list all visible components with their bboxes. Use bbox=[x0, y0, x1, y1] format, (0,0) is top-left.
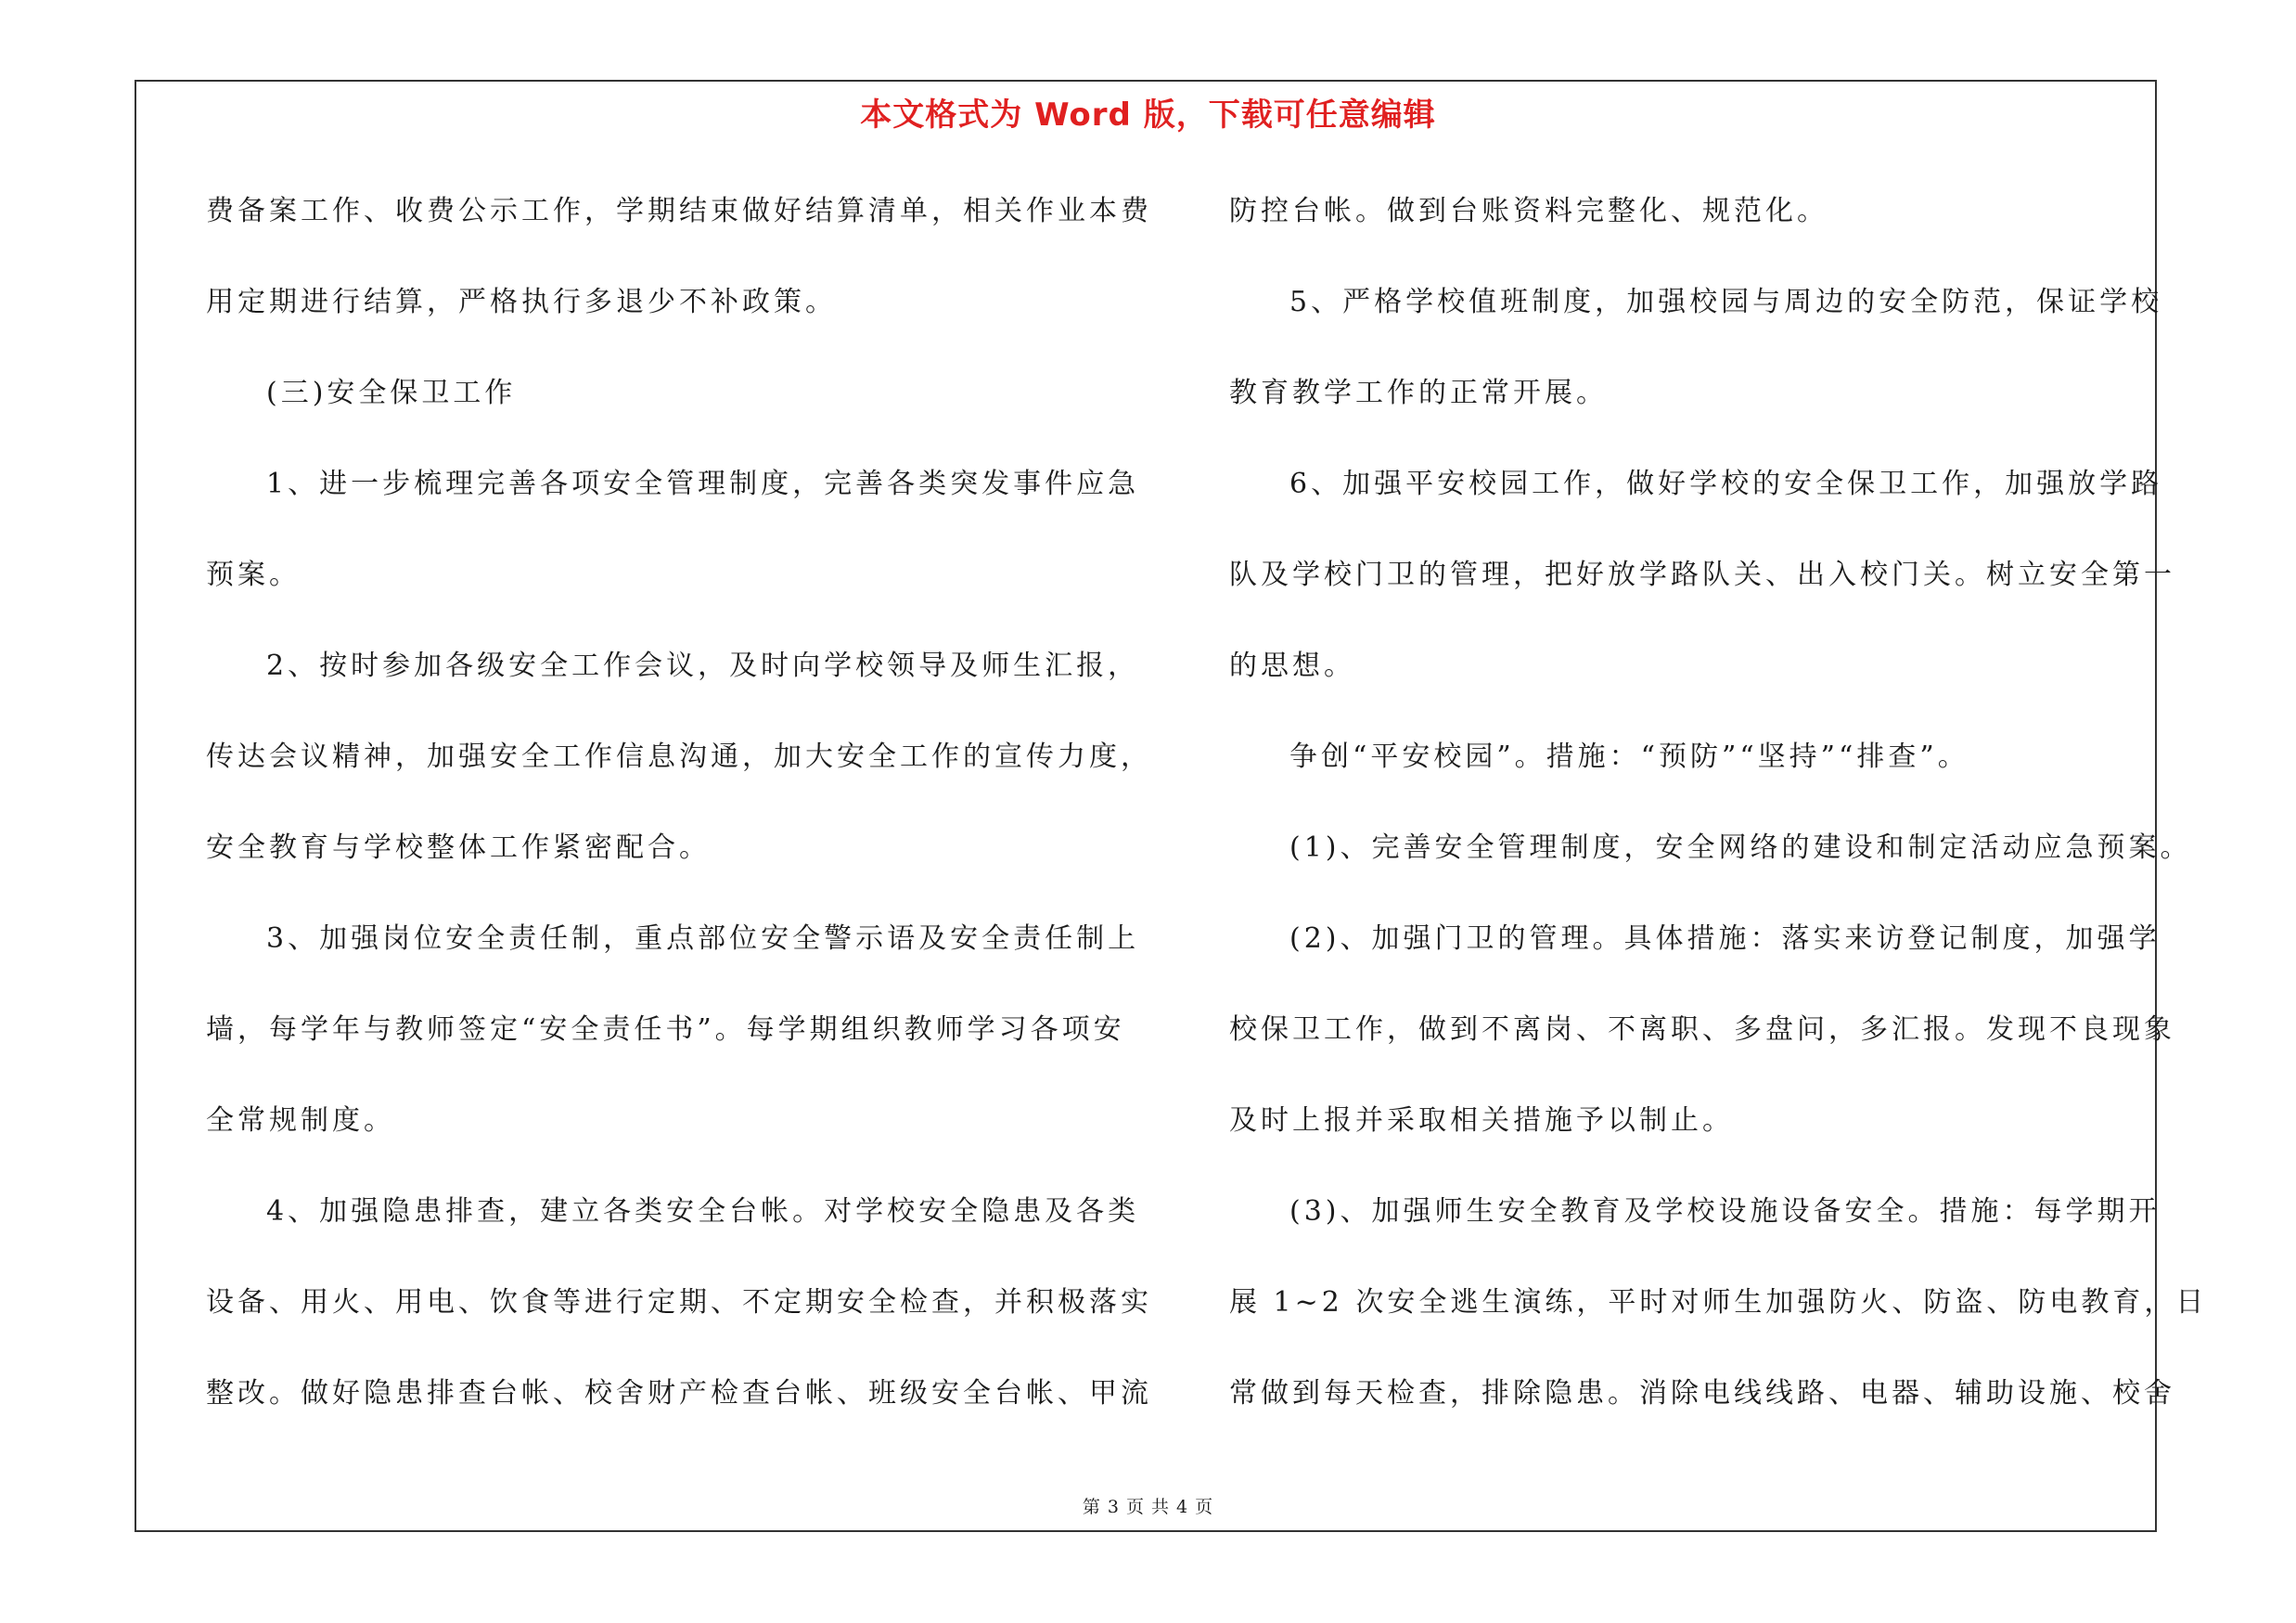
left-column-line: 全常规制度。 bbox=[206, 1104, 395, 1137]
left-column-line: 用定期进行结算，严格执行多退少不补政策。 bbox=[206, 286, 837, 318]
right-column-line: 校保卫工作，做到不离岗、不离职、多盘问，多汇报。发现不良现象 bbox=[1229, 1013, 2175, 1046]
right-column-line: (2)、加强门卫的管理。具体措施：落实来访登记制度，加强学 bbox=[1289, 922, 2161, 955]
right-column-line: (3)、加强师生安全教育及学校设施设备安全。措施：每学期开 bbox=[1289, 1195, 2161, 1228]
left-column-line: 4、加强隐患排查，建立各类安全台帐。对学校安全隐患及各类 bbox=[266, 1195, 1140, 1228]
left-column-line: 传达会议精神，加强安全工作信息沟通，加大安全工作的宣传力度， bbox=[206, 741, 1152, 773]
left-column-line: 2、按时参加各级安全工作会议，及时向学校领导及师生汇报， bbox=[266, 650, 1140, 682]
right-column-line: 展 1~2 次安全逃生演练，平时对师生加强防火、防盗、防电教育，日 bbox=[1229, 1286, 2208, 1319]
right-column-line: 防控台帐。做到台账资料完整化、规范化。 bbox=[1229, 195, 1828, 227]
left-text-column bbox=[206, 184, 1152, 1457]
right-text-column bbox=[1229, 184, 2208, 1457]
left-column-line: 设备、用火、用电、饮食等进行定期、不定期安全检查，并积极落实 bbox=[206, 1286, 1152, 1319]
left-column-line: 费备案工作、收费公示工作，学期结束做好结算清单，相关作业本费 bbox=[206, 195, 1152, 227]
right-column-line: (1)、完善安全管理制度，安全网络的建设和制定活动应急预案。 bbox=[1289, 831, 2192, 864]
right-column-line: 教育教学工作的正常开展。 bbox=[1229, 377, 1608, 409]
document-banner: 本文格式为 Word 版，下载可任意编辑 bbox=[860, 97, 1436, 134]
right-column-line: 5、严格学校值班制度，加强校园与周边的安全防范，保证学校 bbox=[1289, 286, 2163, 318]
right-column-line: 的思想。 bbox=[1229, 650, 1355, 682]
left-column-line: 3、加强岗位安全责任制，重点部位安全警示语及安全责任制上 bbox=[266, 922, 1140, 955]
right-column-line: 常做到每天检查，排除隐患。消除电线线路、电器、辅助设施、校舍 bbox=[1229, 1377, 2175, 1410]
right-column-line: 及时上报并采取相关措施予以制止。 bbox=[1229, 1104, 1734, 1137]
left-column-line: 整改。做好隐患排查台帐、校舍财产检查台帐、班级安全台帐、甲流 bbox=[206, 1377, 1152, 1410]
right-column-line: 队及学校门卫的管理，把好放学路队关、出入校门关。树立安全第一 bbox=[1229, 559, 2175, 591]
left-column-line: 墙，每学年与教师签定“安全责任书”。每学期组织教师学习各项安 bbox=[206, 1013, 1125, 1046]
left-column-line: 1、进一步梳理完善各项安全管理制度，完善各类突发事件应急 bbox=[266, 468, 1140, 500]
left-column-line: 安全教育与学校整体工作紧密配合。 bbox=[206, 831, 711, 864]
right-column-line: 6、加强平安校园工作，做好学校的安全保卫工作，加强放学路 bbox=[1289, 468, 2163, 500]
left-column-line: (三)安全保卫工作 bbox=[266, 377, 517, 409]
left-column-line: 预案。 bbox=[206, 559, 301, 591]
right-column-line: 争创“平安校园”。措施：“预防”“坚持”“排查”。 bbox=[1289, 741, 1969, 773]
page-number-footer: 第 3 页 共 4 页 bbox=[1082, 1497, 1214, 1517]
